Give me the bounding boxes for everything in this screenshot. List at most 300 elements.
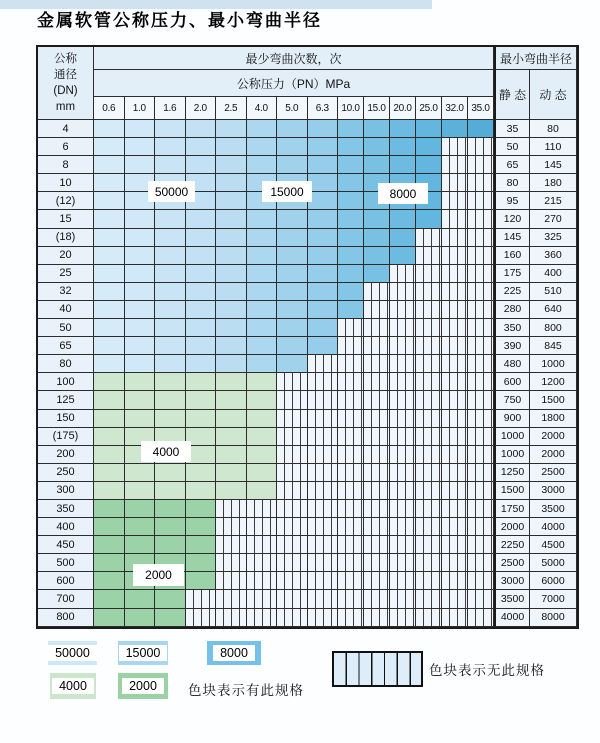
pn-cell-spec — [216, 174, 247, 192]
pn-cell-nospec — [390, 536, 416, 554]
static-cell: 35 — [494, 120, 530, 138]
pn-cell-spec — [247, 319, 278, 337]
pn-cell-spec — [416, 210, 442, 228]
pn-cell-spec — [125, 373, 156, 391]
dynamic-cell: 4500 — [530, 536, 577, 554]
pn-cell-spec — [94, 192, 125, 210]
pn-cell-nospec — [468, 590, 494, 608]
pn-cell-spec — [364, 229, 390, 247]
pn-cell-nospec — [442, 572, 468, 590]
dn-cell: 15 — [38, 210, 94, 228]
pn-cell-spec — [186, 283, 217, 301]
pn-cell-spec — [155, 391, 186, 409]
pn-cell-nospec — [442, 319, 468, 337]
pn-cell-nospec — [308, 410, 339, 428]
pn-cell-nospec — [308, 572, 339, 590]
pn-cell-spec — [155, 355, 186, 373]
dn-header-cell — [38, 47, 94, 120]
dynamic-cell: 180 — [530, 174, 577, 192]
pn-cell-nospec — [216, 500, 247, 518]
static-cell: 50 — [494, 138, 530, 156]
pn-cell-nospec — [416, 247, 442, 265]
pn-cell-nospec — [468, 265, 494, 283]
dn-cell: 6 — [38, 138, 94, 156]
pn-cell-nospec — [390, 265, 416, 283]
pn-cell-nospec — [416, 391, 442, 409]
pn-cell-nospec — [468, 337, 494, 355]
pn-cell-nospec — [416, 355, 442, 373]
pn-cell-spec — [125, 337, 156, 355]
pn-cell-spec — [338, 210, 364, 228]
pn-cell-spec — [125, 518, 156, 536]
pn-cell-nospec — [442, 265, 468, 283]
pn-cell-spec — [94, 156, 125, 174]
pn-cell-spec — [125, 391, 156, 409]
dynamic-cell: 2500 — [530, 464, 577, 482]
static-cell: 750 — [494, 391, 530, 409]
pn-cell-spec — [94, 210, 125, 228]
dn-cell: 150 — [38, 410, 94, 428]
pn-cell-spec — [94, 319, 125, 337]
dynamic-cell: 400 — [530, 265, 577, 283]
pn-cell-nospec — [216, 554, 247, 572]
pn-cell-spec — [186, 265, 217, 283]
pn-cell-spec — [155, 518, 186, 536]
pn-cell-nospec — [338, 391, 364, 409]
pn-cell-nospec — [468, 446, 494, 464]
pn-cell-spec — [308, 337, 339, 355]
static-cell: 2500 — [494, 554, 530, 572]
pn-cell-nospec — [308, 590, 339, 608]
static-cell: 1500 — [494, 482, 530, 500]
pn-cell-spec — [94, 572, 125, 590]
pn-cell-spec — [216, 156, 247, 174]
pn-cell-nospec — [416, 373, 442, 391]
pn-cell-spec — [94, 536, 125, 554]
pn-cell-nospec — [442, 301, 468, 319]
pn-cell-nospec — [468, 247, 494, 265]
static-cell: 1000 — [494, 428, 530, 446]
pn-cell-nospec — [338, 554, 364, 572]
pn-cell-spec — [216, 120, 247, 138]
pn-cell-nospec — [416, 500, 442, 518]
pn-cell-nospec — [277, 482, 308, 500]
pn-cell-nospec — [416, 319, 442, 337]
dynamic-cell: 2000 — [530, 428, 577, 446]
dn-cell: 800 — [38, 609, 94, 627]
pn-cell-spec — [94, 500, 125, 518]
pn-cell-nospec — [442, 482, 468, 500]
pn-cell-nospec — [468, 428, 494, 446]
pn-cell-nospec — [442, 590, 468, 608]
static-cell: 3000 — [494, 572, 530, 590]
pn-cell-spec — [364, 210, 390, 228]
pn-cell-spec — [390, 138, 416, 156]
pn-cell-nospec — [416, 229, 442, 247]
pn-cell-nospec — [442, 174, 468, 192]
dn-cell: 700 — [38, 590, 94, 608]
pressure-tick: 2.5 — [216, 97, 247, 120]
pn-cell-nospec — [338, 355, 364, 373]
pn-cell-nospec — [468, 138, 494, 156]
static-cell: 480 — [494, 355, 530, 373]
pn-cell-spec — [155, 210, 186, 228]
cycles-label-15000: 15000 — [262, 181, 312, 202]
pn-cell-spec — [186, 229, 217, 247]
pn-cell-spec — [186, 337, 217, 355]
dn-cell: 500 — [38, 554, 94, 572]
page-title: 金属软管公称压力、最小弯曲半径 — [37, 11, 322, 31]
dn-cell: 65 — [38, 337, 94, 355]
pn-cell-spec — [277, 210, 308, 228]
pn-cell-spec — [277, 283, 308, 301]
pn-cell-spec — [277, 229, 308, 247]
pn-cell-nospec — [216, 536, 247, 554]
pn-cell-spec — [247, 428, 278, 446]
dn-cell: 450 — [38, 536, 94, 554]
pn-cell-spec — [186, 410, 217, 428]
pn-cell-nospec — [364, 410, 390, 428]
pn-cell-nospec — [468, 174, 494, 192]
pn-cell-spec — [247, 138, 278, 156]
pn-cell-spec — [94, 590, 125, 608]
static-cell: 2000 — [494, 518, 530, 536]
pn-cell-nospec — [364, 428, 390, 446]
pn-cell-nospec — [416, 464, 442, 482]
pn-cell-nospec — [416, 554, 442, 572]
pn-cell-nospec — [442, 283, 468, 301]
pn-cell-nospec — [468, 229, 494, 247]
pn-cell-nospec — [442, 192, 468, 210]
dynamic-cell: 8000 — [530, 609, 577, 627]
pn-cell-spec — [155, 301, 186, 319]
pn-cell-spec — [125, 410, 156, 428]
dn-cell: 300 — [38, 482, 94, 500]
pn-cell-spec — [390, 156, 416, 174]
pn-cell-nospec — [308, 428, 339, 446]
pn-cell-spec — [94, 301, 125, 319]
pn-cell-spec — [186, 464, 217, 482]
pn-cell-spec — [186, 482, 217, 500]
pn-cell-nospec — [247, 572, 278, 590]
pn-cell-nospec — [308, 536, 339, 554]
pn-cell-nospec — [442, 500, 468, 518]
pn-cell-nospec — [416, 337, 442, 355]
pn-cell-spec — [186, 391, 217, 409]
pn-cell-spec — [247, 410, 278, 428]
legend-swatch-label: 4000 — [52, 678, 94, 694]
pn-cell-nospec — [247, 500, 278, 518]
static-cell: 65 — [494, 156, 530, 174]
pn-cell-nospec — [442, 518, 468, 536]
static-cell: 145 — [494, 229, 530, 247]
pn-cell-spec — [155, 265, 186, 283]
static-cell: 80 — [494, 174, 530, 192]
legend-swatch-2000 — [118, 673, 168, 699]
pn-cell-nospec — [416, 518, 442, 536]
pn-cell-nospec — [468, 192, 494, 210]
pn-cell-spec — [216, 464, 247, 482]
pn-cell-spec — [277, 355, 308, 373]
static-cell: 1750 — [494, 500, 530, 518]
pn-cell-nospec — [416, 536, 442, 554]
static-cell: 1250 — [494, 464, 530, 482]
pn-cell-spec — [216, 192, 247, 210]
pn-cell-nospec — [247, 609, 278, 627]
pn-cell-nospec — [468, 391, 494, 409]
pressure-tick: 1.0 — [125, 97, 156, 120]
pn-cell-spec — [308, 138, 339, 156]
legend-swatch-8000 — [207, 641, 261, 665]
pressure-tick: 6.3 — [308, 97, 339, 120]
pn-cell-spec — [247, 265, 278, 283]
pn-cell-nospec — [390, 410, 416, 428]
pn-cell-spec — [125, 247, 156, 265]
pn-cell-nospec — [390, 319, 416, 337]
pn-cell-nospec — [277, 590, 308, 608]
pn-cell-spec — [247, 446, 278, 464]
pn-cell-nospec — [364, 391, 390, 409]
dn-cell: 600 — [38, 572, 94, 590]
pressure-tick: 0.6 — [94, 97, 125, 120]
pn-cell-spec — [94, 464, 125, 482]
dynamic-cell: 325 — [530, 229, 577, 247]
dynamic-cell: 2000 — [530, 446, 577, 464]
pn-cell-spec — [416, 156, 442, 174]
dynamic-cell: 7000 — [530, 590, 577, 608]
pn-cell-nospec — [468, 319, 494, 337]
dynamic-header-cell: 动 态 — [530, 70, 577, 120]
dn-header-line2: 通径 — [54, 69, 77, 81]
pn-cell-spec — [186, 120, 217, 138]
static-cell: 225 — [494, 283, 530, 301]
pn-cell-spec — [247, 391, 278, 409]
pn-cell-spec — [94, 518, 125, 536]
pn-cell-nospec — [416, 609, 442, 627]
pn-cell-nospec — [308, 391, 339, 409]
static-header-cell: 静 态 — [494, 70, 530, 120]
pn-cell-nospec — [364, 319, 390, 337]
dynamic-cell: 360 — [530, 247, 577, 265]
pn-cell-spec — [216, 283, 247, 301]
pn-cell-nospec — [338, 590, 364, 608]
pn-cell-spec — [308, 319, 339, 337]
dn-cell: 250 — [38, 464, 94, 482]
dynamic-cell: 1800 — [530, 410, 577, 428]
pn-cell-nospec — [442, 247, 468, 265]
cycles-header-cell: 最少弯曲次数，次 — [94, 47, 494, 70]
pn-cell-nospec — [442, 410, 468, 428]
pn-cell-spec — [216, 319, 247, 337]
dynamic-cell: 80 — [530, 120, 577, 138]
pn-cell-nospec — [390, 518, 416, 536]
dn-cell: (18) — [38, 229, 94, 247]
pn-cell-spec — [216, 138, 247, 156]
dn-header-line3: (DN) — [53, 85, 78, 97]
pn-cell-spec — [416, 120, 442, 138]
pn-cell-nospec — [277, 410, 308, 428]
pn-cell-nospec — [247, 518, 278, 536]
pn-cell-spec — [125, 355, 156, 373]
dn-cell: 8 — [38, 156, 94, 174]
pn-cell-spec — [186, 138, 217, 156]
pn-cell-nospec — [468, 373, 494, 391]
pn-cell-nospec — [390, 428, 416, 446]
pn-cell-spec — [247, 283, 278, 301]
pn-cell-nospec — [308, 373, 339, 391]
pressure-tick: 4.0 — [247, 97, 278, 120]
dynamic-cell: 270 — [530, 210, 577, 228]
pn-cell-spec — [216, 265, 247, 283]
pn-cell-spec — [277, 120, 308, 138]
static-cell: 3500 — [494, 590, 530, 608]
pn-cell-nospec — [216, 609, 247, 627]
dn-cell: 400 — [38, 518, 94, 536]
pn-cell-spec — [247, 355, 278, 373]
pn-cell-nospec — [277, 536, 308, 554]
pn-cell-nospec — [468, 283, 494, 301]
legend-has-spec-text: 色块表示有此规格 — [188, 683, 304, 698]
pn-cell-nospec — [186, 609, 217, 627]
pn-cell-spec — [308, 229, 339, 247]
dynamic-cell: 3000 — [530, 482, 577, 500]
cycles-label-2000: 2000 — [133, 564, 184, 586]
pn-cell-nospec — [442, 138, 468, 156]
legend-no-spec-swatch — [332, 651, 423, 687]
dn-cell: 10 — [38, 174, 94, 192]
pn-cell-spec — [277, 247, 308, 265]
pn-cell-spec — [216, 428, 247, 446]
pn-cell-nospec — [338, 482, 364, 500]
dn-cell: 50 — [38, 319, 94, 337]
pn-cell-nospec — [277, 500, 308, 518]
pn-cell-nospec — [338, 464, 364, 482]
pn-cell-spec — [308, 283, 339, 301]
pn-cell-nospec — [216, 518, 247, 536]
legend-swatch-label: 50000 — [48, 645, 97, 661]
dn-cell: 350 — [38, 500, 94, 518]
pn-cell-nospec — [364, 590, 390, 608]
dn-cell: 32 — [38, 283, 94, 301]
pn-cell-spec — [94, 391, 125, 409]
static-cell: 350 — [494, 319, 530, 337]
pn-cell-nospec — [338, 518, 364, 536]
pn-cell-spec — [155, 319, 186, 337]
pn-cell-spec — [186, 554, 217, 572]
pn-cell-spec — [338, 174, 364, 192]
pn-cell-spec — [155, 410, 186, 428]
pn-cell-spec — [338, 156, 364, 174]
pn-cell-spec — [216, 210, 247, 228]
pn-cell-nospec — [468, 554, 494, 572]
pn-cell-spec — [155, 482, 186, 500]
pn-cell-spec — [186, 301, 217, 319]
pn-cell-nospec — [390, 283, 416, 301]
dynamic-cell: 640 — [530, 301, 577, 319]
dynamic-cell: 1000 — [530, 355, 577, 373]
pn-cell-nospec — [442, 337, 468, 355]
pn-cell-spec — [125, 265, 156, 283]
pn-cell-spec — [94, 229, 125, 247]
pn-cell-spec — [338, 301, 364, 319]
pn-cell-nospec — [364, 518, 390, 536]
pn-cell-nospec — [364, 554, 390, 572]
pn-cell-spec — [338, 283, 364, 301]
pn-cell-spec — [442, 120, 468, 138]
pn-cell-nospec — [277, 554, 308, 572]
pn-cell-nospec — [390, 373, 416, 391]
pn-cell-spec — [155, 590, 186, 608]
pressure-tick: 35.0 — [468, 97, 494, 120]
pn-cell-nospec — [390, 464, 416, 482]
pn-cell-nospec — [308, 500, 339, 518]
dn-header-line1: 公称 — [54, 53, 77, 65]
static-cell: 175 — [494, 265, 530, 283]
pn-cell-spec — [94, 247, 125, 265]
pn-cell-nospec — [390, 500, 416, 518]
pn-cell-spec — [155, 337, 186, 355]
pn-cell-nospec — [468, 518, 494, 536]
pn-cell-nospec — [308, 554, 339, 572]
spec-table — [36, 45, 579, 629]
pn-cell-spec — [390, 229, 416, 247]
pn-cell-nospec — [338, 428, 364, 446]
pn-cell-spec — [216, 355, 247, 373]
pn-cell-spec — [364, 247, 390, 265]
pn-cell-spec — [155, 536, 186, 554]
pn-cell-spec — [247, 120, 278, 138]
pn-cell-spec — [155, 229, 186, 247]
legend-swatch-label: 8000 — [213, 645, 255, 661]
legend-swatch-50000 — [48, 641, 97, 665]
legend-swatch-label: 15000 — [119, 645, 168, 661]
pn-cell-nospec — [364, 609, 390, 627]
pn-cell-spec — [247, 210, 278, 228]
pn-cell-spec — [308, 120, 339, 138]
pressure-tick: 2.0 — [186, 97, 217, 120]
pn-cell-nospec — [277, 391, 308, 409]
dynamic-cell: 4000 — [530, 518, 577, 536]
cycles-label-8000: 8000 — [378, 183, 428, 204]
pn-cell-spec — [125, 210, 156, 228]
pn-cell-nospec — [338, 500, 364, 518]
pressure-tick: 10.0 — [338, 97, 364, 120]
pn-cell-spec — [364, 120, 390, 138]
pn-cell-nospec — [390, 446, 416, 464]
pn-cell-nospec — [277, 373, 308, 391]
pn-cell-spec — [390, 247, 416, 265]
pn-cell-nospec — [416, 590, 442, 608]
pn-cell-nospec — [468, 464, 494, 482]
pn-cell-nospec — [308, 518, 339, 536]
pn-cell-nospec — [338, 319, 364, 337]
pn-cell-spec — [94, 174, 125, 192]
cycles-label-50000: 50000 — [148, 181, 195, 202]
pn-cell-spec — [308, 156, 339, 174]
pn-cell-spec — [416, 138, 442, 156]
static-cell: 390 — [494, 337, 530, 355]
pn-cell-nospec — [442, 391, 468, 409]
dn-cell: 125 — [38, 391, 94, 409]
pn-cell-nospec — [247, 590, 278, 608]
pn-cell-nospec — [416, 428, 442, 446]
pn-cell-spec — [155, 464, 186, 482]
pressure-tick: 25.0 — [416, 97, 442, 120]
pn-cell-spec — [125, 500, 156, 518]
pn-cell-spec — [125, 138, 156, 156]
pn-cell-nospec — [468, 210, 494, 228]
pn-cell-spec — [155, 373, 186, 391]
